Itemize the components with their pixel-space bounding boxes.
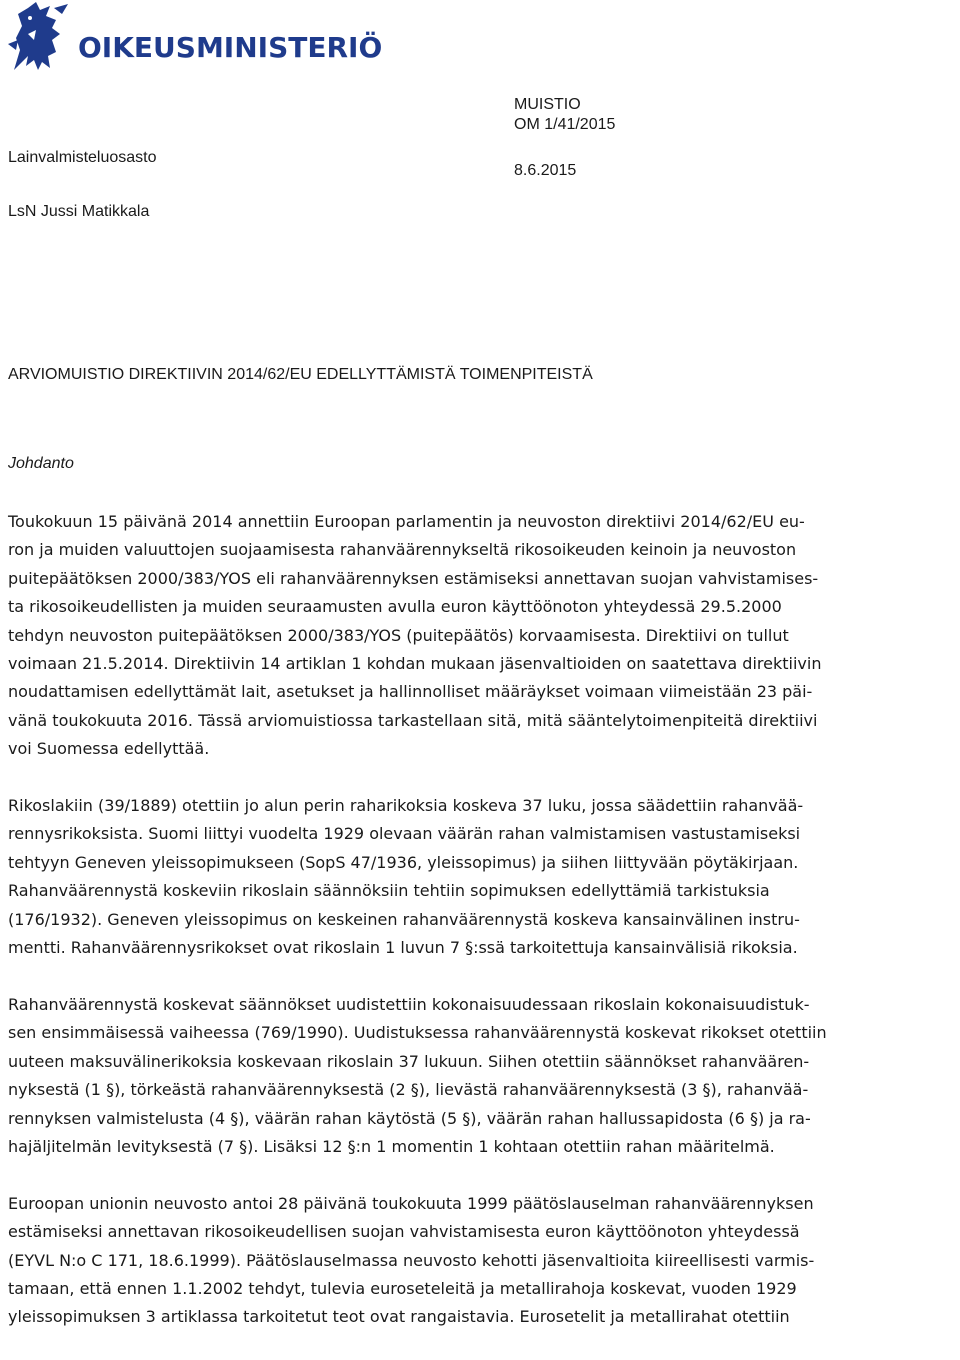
text-line: voi Suomessa edellyttää.	[8, 739, 210, 759]
text-line: rennyksen valmistelusta (4 §), väärän rahan käytöstä (5 §), väärän rahan hallussapidosta (6 §) ja ra-	[8, 1108, 811, 1128]
lion-crest-icon	[6, 0, 70, 74]
text-line: Rahanväärennystä koskevat säännökset uudistettiin kokonaisuudessaan rikoslain kokonaisuudistuk-	[8, 994, 810, 1014]
document-date: 8.6.2015	[514, 162, 577, 179]
text-line: Rikoslakiin (39/1889) otettiin jo alun perin raharikoksia koskeva 37 luku, jossa säädettiin rahanvää-	[8, 796, 804, 816]
text-line: tamaan, että ennen 1.1.2002 tehdyt, tulevia euroseteleitä ja metallirahoja koskevat, vuoden 1929	[8, 1278, 797, 1298]
document-number: OM 1/41/2015	[514, 116, 616, 133]
text-line: ta rikosoikeudellisten ja muiden seuraamusten avulla euron käyttöönoton yhteydessä 29.5.2000	[8, 597, 782, 617]
paragraph	[8, 991, 958, 1161]
text-line: hajäljitelmän levityksestä (7 §). Lisäksi 12 §:n 1 momentin 1 kohtaan otettiin rahan määritelmä.	[8, 1136, 775, 1156]
body-text	[8, 508, 958, 1360]
paragraph	[8, 508, 958, 764]
text-line: ron ja muiden valuuttojen suojaamisesta rahanväärennykseltä rikosoikeuden keinoin ja neuvoston	[8, 540, 797, 560]
text-line: uuteen maksuvälinerikoksia koskevaan rikoslain 37 lukuun. Siihen otettiin säännökset rahanväären-	[8, 1051, 810, 1071]
ministry-logo	[6, 0, 383, 80]
text-line: Toukokuun 15 päivänä 2014 annettiin Euroopan parlamentin ja neuvoston direktiivi 2014/62/EU eu-	[8, 512, 805, 531]
section-heading: Johdanto	[8, 455, 74, 472]
page-title: ARVIOMUISTIO DIREKTIIVIN 2014/62/EU EDELLYTTÄMISTÄ TOIMENPITEISTÄ	[8, 366, 593, 383]
text-line: rennysrikoksista. Suomi liittyi vuodelta 1929 olevaan väärän rahan valmistamisen vastustamiseksi	[8, 824, 801, 844]
text-line: Euroopan unionin neuvosto antoi 28 päivänä toukokuuta 1999 päätöslauselman rahanväärennyksen	[8, 1193, 814, 1213]
text-line: tehtyyn Geneven yleissopimukseen (SopS 47/1936, yleissopimus) ja siihen liittyvään pöytäkirjaan.	[8, 852, 799, 872]
text-line: (176/1932). Geneven yleissopimus on keskeinen rahanväärennystä koskeva kansainvälinen instru-	[8, 909, 800, 929]
text-line: (EYVL N:o C 171, 18.6.1999). Päätöslauselmassa neuvosto kehotti jäsenvaltioita kiireellisesti varmis-	[8, 1250, 815, 1270]
text-line: nyksestä (1 §), törkeästä rahanväärennyksestä (2 §), lievästä rahanväärennyksestä (3 §), rahanvää-	[8, 1080, 809, 1100]
document-meta	[514, 95, 615, 181]
sender-block	[8, 148, 157, 222]
text-line: mentti. Rahanväärennysrikokset ovat rikoslain 1 luvun 7 §:ssä tarkoitettuja kansainvälisiä rikoksia.	[8, 938, 798, 958]
text-line: voimaan 21.5.2014. Direktiivin 14 artiklan 1 kohdan mukaan jäsenvaltioiden on saatettava direktiivin	[8, 654, 822, 674]
paragraph	[8, 1190, 958, 1332]
department-label: Lainvalmisteluosasto	[8, 149, 157, 166]
text-line: noudattamisen edellyttämät lait, asetukset ja hallinnolliset määräykset voimaan viimeistään 23 päi-	[8, 682, 813, 702]
text-line: tehdyn neuvoston puitepäätöksen 2000/383/YOS (puitepäätös) korvaamisesta. Direktiivi on tullut	[8, 625, 789, 645]
text-line: estämiseksi annettavan rikosoikeudellisen suojan vahvistamisesta euron käyttöönoton yhteydessä	[8, 1222, 800, 1242]
text-line: yleissopimuksen 3 artiklassa tarkoitetut teot ovat rangaistavia. Eurosetelit ja metallirahat otettiin	[8, 1307, 790, 1327]
document-type: MUISTIO	[514, 96, 581, 113]
paragraph	[8, 792, 958, 962]
text-line: Rahanväärennystä koskeviin rikoslain säännöksiin tehtiin sopimuksen edellyttämiä tarkistuksia	[8, 881, 770, 901]
author-name: LsN Jussi Matikkala	[8, 203, 150, 220]
text-line: puitepäätöksen 2000/383/YOS eli rahanväärennyksen estämiseksi annettavan suojan vahvistamises-	[8, 568, 819, 588]
text-line: sen ensimmäisessä vaiheessa (769/1990). Uudistuksessa rahanväärennystä koskevat rikokset otettiin	[8, 1023, 827, 1043]
text-line: vänä toukokuuta 2016. Tässä arviomuistiossa tarkastellaan sitä, mitä sääntelytoimenpiteitä direktiivi	[8, 710, 818, 730]
logo-wordmark: OIKEUSMINISTERIÖ	[78, 31, 383, 64]
